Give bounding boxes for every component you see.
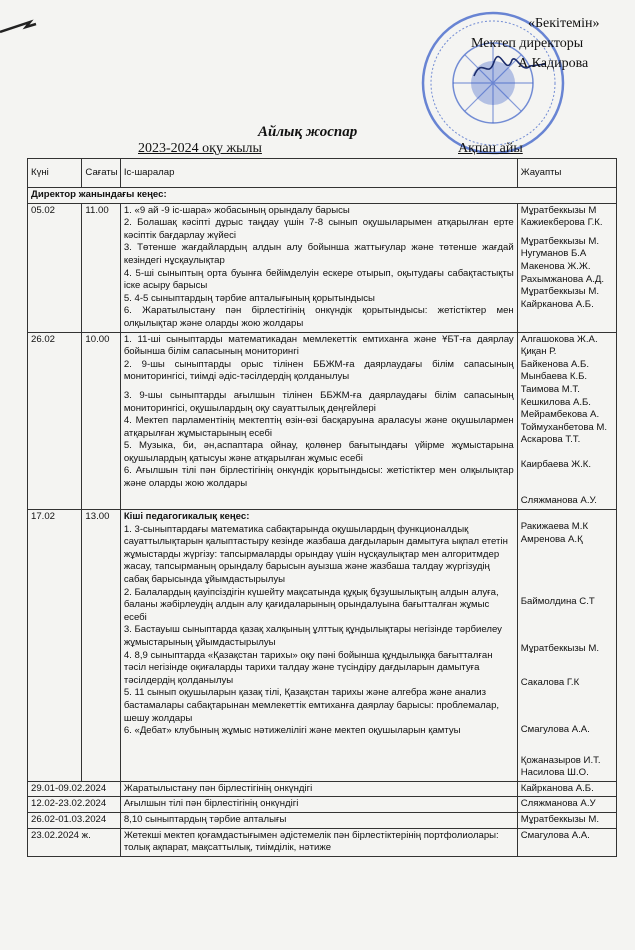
- month-label: Ақпан айы: [458, 141, 523, 156]
- responsible-name: Макенова Ж.Ж.: [520, 260, 591, 272]
- date-cell: 26.02-01.03.2024: [28, 813, 121, 829]
- section-title: Директор жанындағы кеңес:: [28, 188, 617, 204]
- activity-item: 5. Музыка, би, ән,аспаптара ойнау, қолөнер бағытындағы үйірме жұмыстарына оқушылардың қатысуы және атқарылған жұмыс есебі: [123, 440, 514, 464]
- column-header-date: Күні: [28, 159, 82, 188]
- responsible-cell: Смагулова А.А.: [517, 828, 616, 856]
- activity-cell: [120, 332, 517, 510]
- column-header-time: Сағаты: [82, 159, 120, 188]
- corner-mark-icon: [0, 18, 38, 38]
- activity-cell: Ағылшын тілі пән бірлестігінің онкүндігі: [120, 797, 517, 813]
- activity-item: 2. 9-шы сыныптарды орыс тілінен ББЖМ-ға даярлаудағы білім сапасының мониторингісі, тиімді әдіс-тәсілдердің қолданылуы: [123, 358, 514, 383]
- responsible-cell: [517, 332, 616, 510]
- date-cell: 17.02: [28, 510, 82, 782]
- table-row: [28, 332, 617, 510]
- spacer: [521, 471, 613, 495]
- responsible-name: Ракижаева М.К: [520, 521, 589, 533]
- responsible-cell: [517, 203, 616, 332]
- time-cell: 11.00: [82, 203, 120, 332]
- date-cell: 26.02: [28, 332, 82, 510]
- activity-cell: [120, 203, 517, 332]
- responsible-cell: Кайрканова А.Б.: [517, 781, 616, 797]
- table-row: [28, 781, 617, 797]
- responsible-name: Тоймуханбетова М.: [520, 421, 608, 433]
- responsible-name: Мейрамбекова А.: [520, 409, 600, 421]
- plan-table: [27, 158, 617, 857]
- spacer: [521, 690, 613, 724]
- activity-item: 4. 5-ші сыныптың орта буынға бейімделуін ескере отырып, оқытудағы сабақтастықты іске асыру барысы: [123, 267, 514, 292]
- section-title-row: [28, 188, 617, 204]
- activity-item: 5. 11 сынып оқушыларын қазақ тілі, Қазақстан тарихы және алгебра және анализ бастамалары сабақтарынан мемлекеттік емтиханға даярлау барысы: проблемалар, шешу жолдары: [123, 687, 500, 724]
- spacer: [521, 546, 613, 596]
- responsible-name: Таимова М.Т.: [520, 383, 580, 395]
- spacer: [521, 609, 613, 643]
- activity-item: 3. Бастауыш сыныптарда қазақ халқының ұлттық құндылықтары негізінде тәрбиелеу жұмыстарының ұйымдастырылуы: [123, 624, 502, 648]
- activity-cell: [120, 510, 517, 782]
- approve-line: Мектеп директоры: [471, 36, 584, 51]
- responsible-name: Нугуманов Б.А: [520, 248, 587, 260]
- academic-year: 2023-2024 оқу жылы: [138, 141, 262, 156]
- responsible-name: Кешкилова А.Б.: [520, 396, 591, 408]
- approve-line: «Бекітемін»: [528, 16, 600, 31]
- spacer: [521, 447, 613, 459]
- responsible-cell: Мұратбеккызы М.: [517, 813, 616, 829]
- activity-item: 3. 9-шы сыныптарды ағылшын тілінен ББЖМ-ға даярлаудағы білім сапасының мониторингісі, оқушылардың оқу сауаттылық деңгейлері: [123, 389, 514, 414]
- column-header-activity: Іс-шаралар: [120, 159, 517, 188]
- responsible-name: Кайрканова А.Б.: [520, 298, 594, 310]
- activity-item: 2. Балалардың қауіпсіздігін күшейту мақсатында құқық бұзушылықтың алдын алуға, баланы жәбірлеудің алдын алу қағидаларының орындалуына бағытталған жұмыс есебі: [123, 586, 499, 623]
- responsible-name: Сакалова Г.К: [520, 677, 580, 689]
- activity-item: 2. Болашақ кәсіпті дұрыс таңдау үшін 7-8 сынып оқушыларымен атқарылған ерте кәсіптік бағдарлау жүйесі: [123, 217, 514, 241]
- responsible-name: Рахымжанова А.Д.: [520, 273, 605, 285]
- responsible-name: Байкенова А.Б.: [520, 358, 590, 370]
- responsible-name: Қиқан Р.: [520, 346, 557, 358]
- spacer: [521, 737, 613, 755]
- table-row: [28, 828, 617, 856]
- table-header-row: [28, 159, 617, 188]
- activity-item: 1. «9 ай -9 іс-шара» жобасының орындалу барысы: [123, 204, 350, 216]
- activity-cell: Жаратылыстану пән бірлестігінің онкүндігі: [120, 781, 517, 797]
- table-row: [28, 203, 617, 332]
- approve-line: А.Кадирова: [518, 56, 589, 71]
- responsible-name: Мұратбеккызы М.: [520, 642, 600, 654]
- responsible-name: Мұратбеккызы М.: [520, 286, 600, 298]
- section-subtitle: Кіші педагогикалық кеңес:: [123, 511, 250, 523]
- responsible-name: Алгашокова Ж.А.: [520, 333, 598, 345]
- activity-item: 4. Мектеп парламентінің мектептің өзін-өзі басқаруына араласуы және оқушылармен атқарылған жұмыстарының есебі: [123, 415, 514, 439]
- table-row: [28, 813, 617, 829]
- responsible-name: Аскарова Т.Т.: [520, 434, 581, 446]
- date-cell: 12.02-23.02.2024: [28, 797, 121, 813]
- responsible-name: Мұратбеккызы М: [520, 204, 597, 216]
- date-cell: 23.02.2024 ж.: [28, 828, 121, 856]
- activity-item: 5. 4-5 сыныптардың тәрбие апталығының қорытындысы: [123, 292, 375, 304]
- table-row: [28, 510, 617, 782]
- activity-item: 6. Жаратылыстану пән бірлестігінің онкүндік қорытындысы: жетістіктер мен олқылықтар және оларды жою жолдары: [123, 305, 514, 329]
- document-title: Айлық жоспар: [258, 124, 358, 140]
- activity-cell: Жетекші мектеп қоғамдастығымен әдістемелік пән бірлестіктерінің портфолиолары: толық ақпарат, мақсаттылық, тиімділік, нәтиже: [120, 828, 517, 856]
- responsible-cell: Сляжманова А.У: [517, 797, 616, 813]
- responsible-name: Мынбаева К.Б.: [520, 371, 588, 383]
- activity-item: 1. 3-сыныптардағы математика сабақтарында оқушылардың функционалдық сауаттылықтарын қалыптастыру кезінде жазбаша дағдыларын дамытуға ықпал ететін жұмыстарды жүргізу: тапсырмаларды орындау үшін нұсқаулықтар мен алгоритмдер жасау, тапсырманың орындалу барысын ауызша және жазбаша талдау жүргізудің сабақ барысында ұйымдастырылуы: [123, 523, 508, 586]
- responsible-name: Баймолдина С.Т: [520, 596, 595, 608]
- activity-item: 1. 11-ші сыныптарды математикадан мемлекеттік емтиханға және ҰБТ-ға даярлау бойынша білім сапасының мониторингі: [123, 333, 514, 358]
- responsible-name: Смагулова А.А.: [520, 724, 590, 736]
- responsible-name: Сляжманова А.У.: [520, 495, 597, 507]
- responsible-name: Қожаназыров И.Т.: [520, 754, 601, 766]
- activity-item: 3. Төтенше жағдайлардың алдын алу бойынша жаттығулар және төтенше жағдай кезіндегі нұсқаулықтар: [123, 242, 514, 266]
- activity-item: 6. Ағылшын тілі пән бірлестігінің онкүндік қорытындысы: жетістіктер мен олқылықтар және оларды жою жолдары: [123, 465, 514, 490]
- responsible-name: Каирбаева Ж.К.: [520, 458, 592, 470]
- responsible-cell: [517, 510, 616, 782]
- responsible-name: Насилова Ш.О.: [520, 767, 589, 779]
- date-cell: 05.02: [28, 203, 82, 332]
- column-header-responsible: Жауапты: [517, 159, 616, 188]
- time-cell: 10.00: [82, 332, 120, 510]
- spacer: [521, 511, 613, 521]
- time-cell: 13.00: [82, 510, 120, 782]
- activity-cell: 8,10 сыныптардың тәрбие апталығы: [120, 813, 517, 829]
- date-cell: 29.01-09.02.2024: [28, 781, 121, 797]
- table-row: [28, 797, 617, 813]
- responsible-name: Мұратбеккызы М.: [520, 235, 600, 247]
- activity-item: 4. 8,9 сыныптарда «Қазақстан тарихы» оқу пәні бойынша құндылыққа бағытталған тәсіл негізінде оқиғаларды тарихи талдау және түсіндіру дағдыларын дамытуға тәсілдердің қолданылуы: [123, 649, 493, 686]
- spacer: [521, 655, 613, 677]
- responsible-name: Амренова А.Қ: [520, 533, 583, 545]
- approval-block: [471, 14, 600, 74]
- activity-item: 6. «Дебат» клубының жұмыс нәтижелілігі және мектеп оқушыларын қамтуы: [123, 725, 461, 737]
- responsible-name: Кажиекберова Г.К.: [520, 217, 603, 229]
